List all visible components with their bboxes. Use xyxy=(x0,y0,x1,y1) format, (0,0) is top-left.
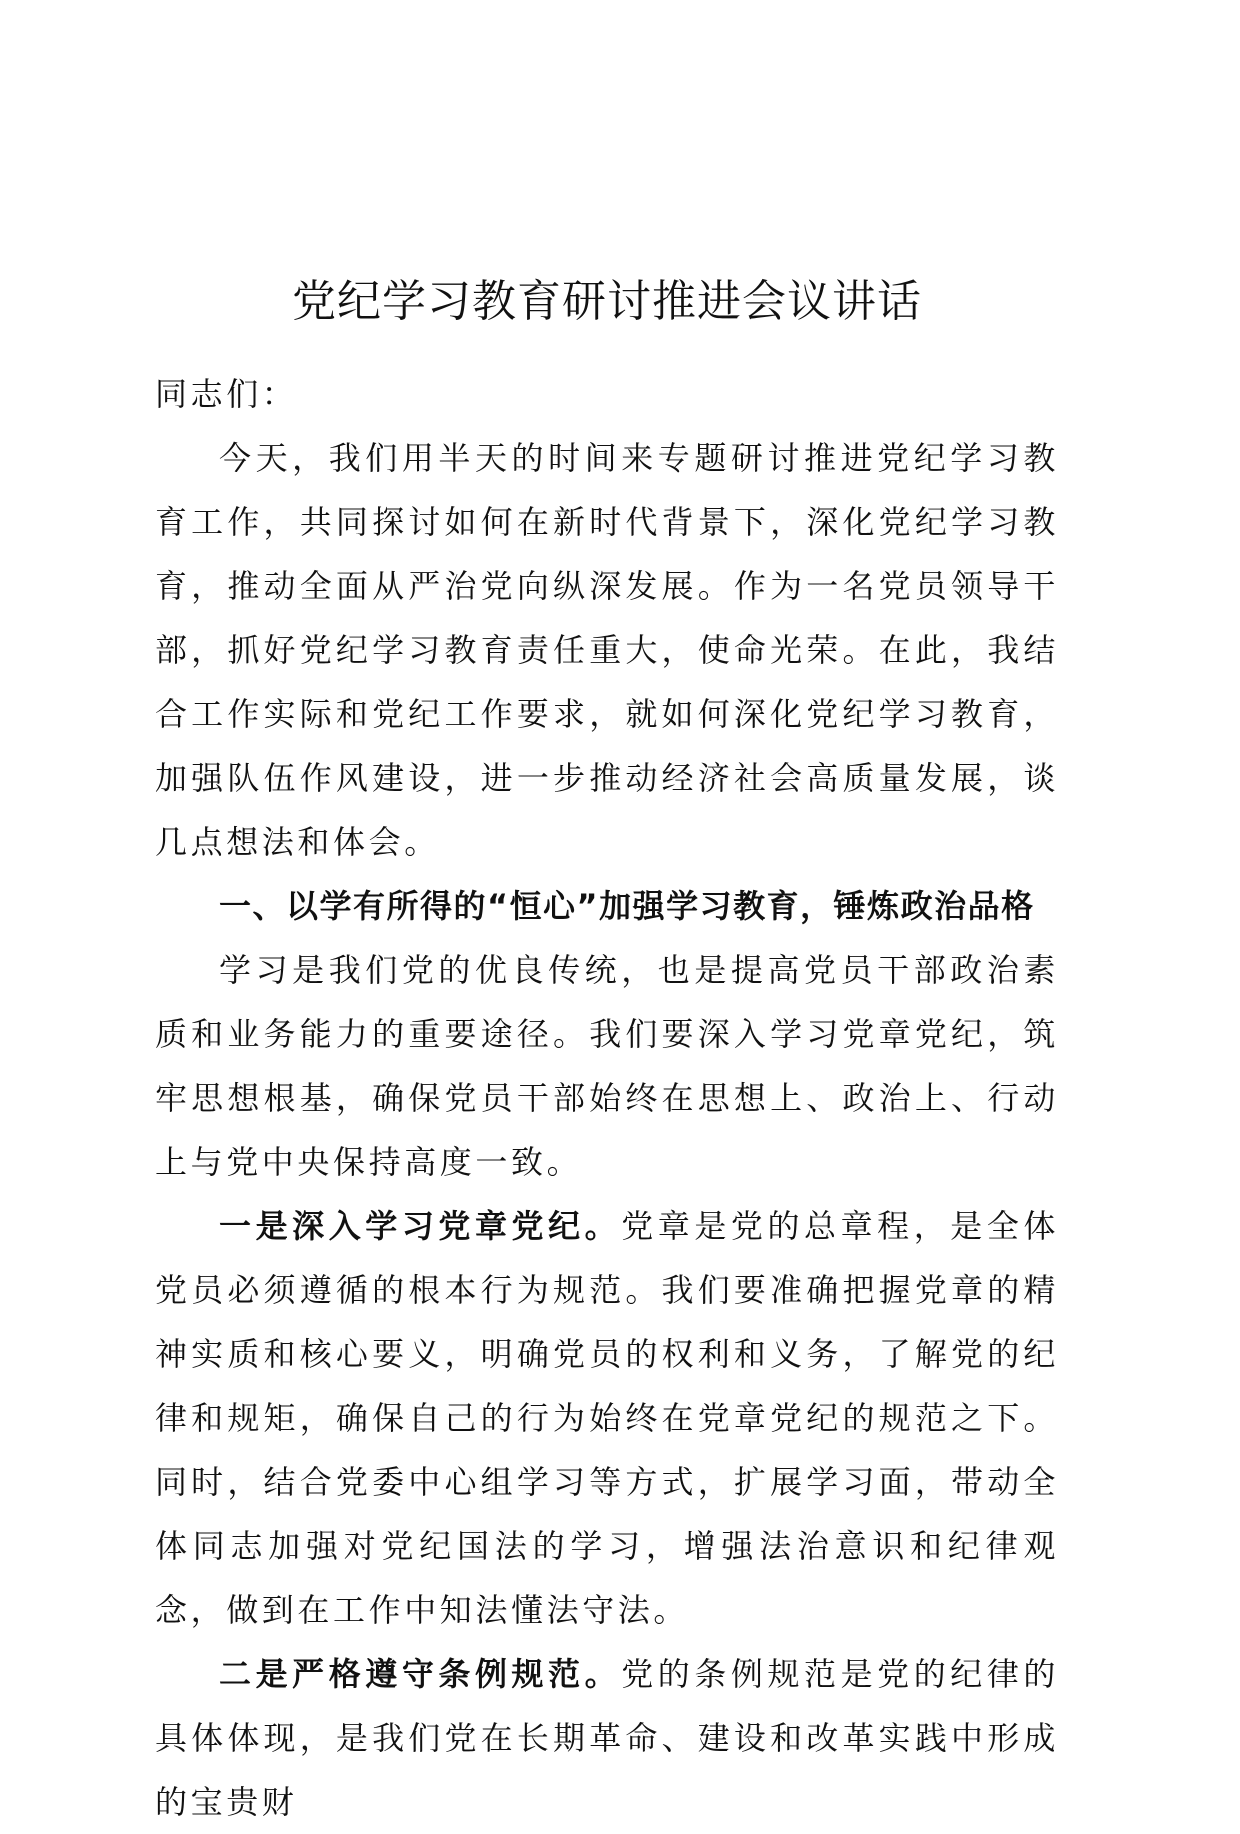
point-1-text: 党章是党的总章程，是全体党员必须遵循的根本行为规范。我们要准确把握党章的精神实质和核心要义，明确党员的权利和义务，了解党的纪律和规矩，确保自己的行为始终在党章党纪的规范之下。同时，结合党委中心组学习等方式，扩展学习面，带动全体同志加强对党纪国法的学习，增强法治意识和纪律观念，做到在工作中知法懂法守法。 xyxy=(155,1207,1059,1629)
section-heading-1: 一、以学有所得的“恒心”加强学习教育，锤炼政治品格 xyxy=(219,887,1035,925)
point-2-lead: 二是严格遵守条例规范。 xyxy=(219,1655,622,1693)
intro-paragraph: 今天，我们用半天的时间来专题研讨推进党纪学习教育工作，共同探讨如何在新时代背景下，深化党纪学习教育，推动全面从严治党向纵深发展。作为一名党员领导干部，抓好党纪学习教育责任重大，使命光荣。在此，我结合工作实际和党纪工作要求，就如何深化党纪学习教育，加强队伍作风建设，进一步推动经济社会高质量发展，谈几点想法和体会。 xyxy=(155,439,1059,861)
section-1-paragraph: 学习是我们党的优良传统，也是提高党员干部政治素质和业务能力的重要途径。我们要深入学习党章党纪，筑牢思想根基，确保党员干部始终在思想上、政治上、行动上与党中央保持高度一致。 xyxy=(155,951,1059,1181)
point-2-paragraph xyxy=(155,1642,1059,1834)
point-2-text: 党的条例规范是党的纪律的具体体现，是我们党在长期革命、建设和改革实践中形成的宝贵财 xyxy=(155,1655,1059,1821)
point-1-lead: 一是深入学习党章党纪。 xyxy=(219,1207,622,1245)
point-1-paragraph xyxy=(155,1194,1059,1642)
document-title: 党纪学习教育研讨推进会议讲话 xyxy=(292,276,922,327)
salutation: 同志们： xyxy=(155,375,298,413)
document-body xyxy=(155,362,1059,1834)
